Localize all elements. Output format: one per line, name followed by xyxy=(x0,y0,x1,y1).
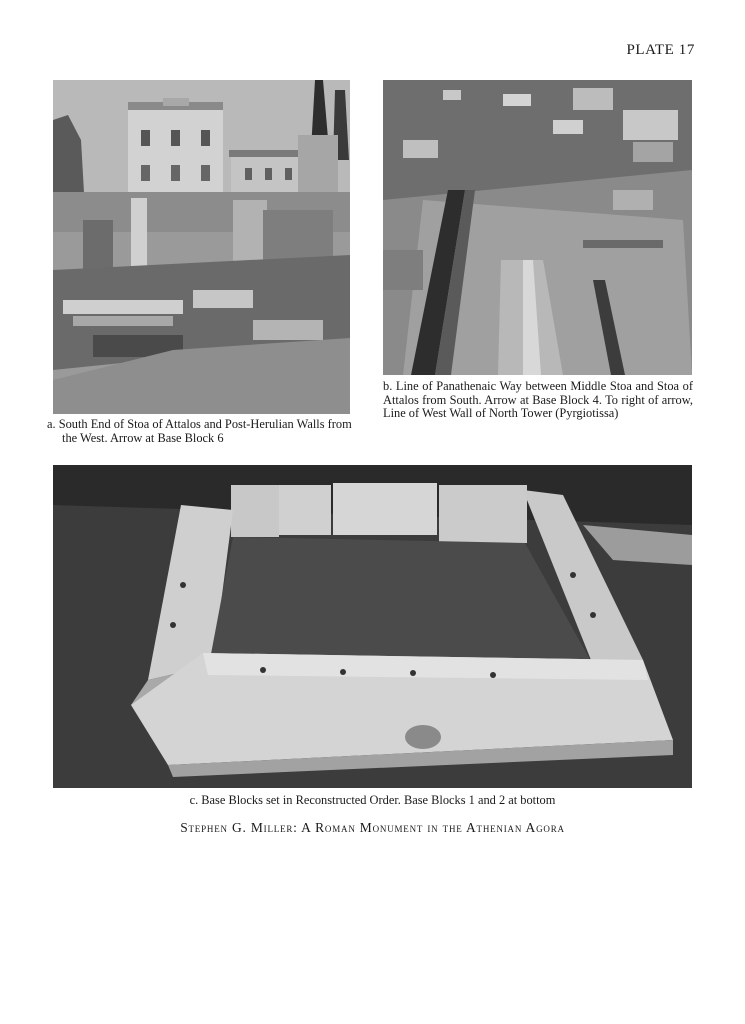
page-footer-title: Stephen G. Miller: A Roman Monument in the Athenian Agora xyxy=(180,820,565,835)
plate-number: PLATE 17 xyxy=(626,42,695,58)
photo-panathenaic-way xyxy=(383,80,692,375)
figure-a-caption xyxy=(47,418,357,445)
figure-a-caption-text: a. South End of Stoa of Attalos and Post-Herulian Walls from the West. Arrow at Base Block 6 xyxy=(47,417,352,445)
photo-base-blocks-reconstructed xyxy=(53,465,692,788)
figure-c-caption: c. Base Blocks set in Reconstructed Order. Base Blocks 1 and 2 at bottom xyxy=(189,793,556,807)
photo-stoa-of-attalos-south-end xyxy=(53,80,350,414)
figure-b-caption: b. Line of Panathenaic Way between Middle Stoa and Stoa of Attalos from South. Arrow at Base Block 4. To right of arrow, Line of West Wall of North Tower (Pyrgiotissa) xyxy=(383,379,693,421)
